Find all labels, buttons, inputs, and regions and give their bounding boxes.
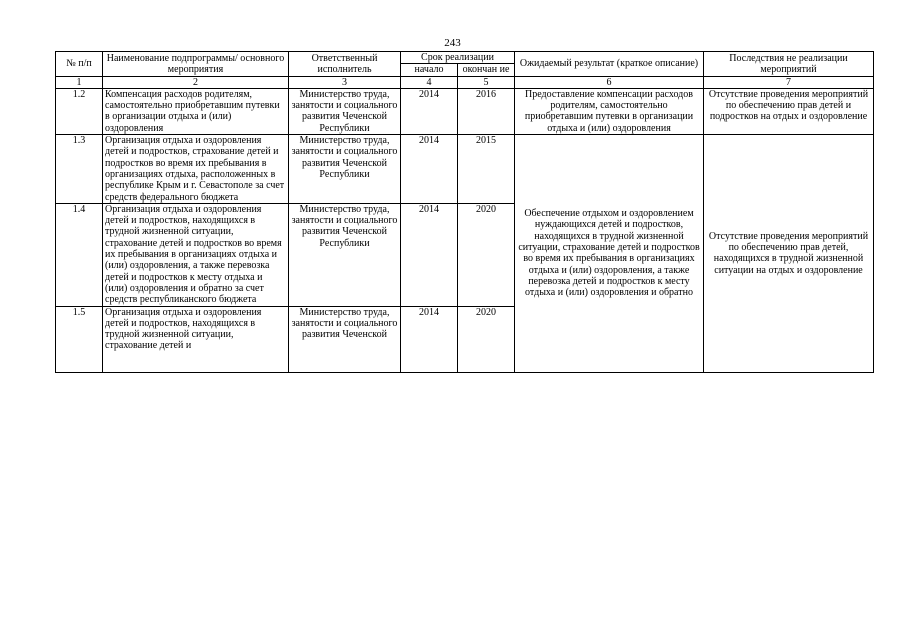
row-end: 2015 bbox=[458, 135, 515, 204]
header-num: № п/п bbox=[56, 52, 103, 77]
column-number: 3 bbox=[289, 76, 401, 88]
header-executor: Ответственный исполнитель bbox=[289, 52, 401, 77]
header-name: Наименование подпрограммы/ основного мероприятия bbox=[103, 52, 289, 77]
row-num: 1.4 bbox=[56, 203, 103, 306]
row-name: Организация отдыха и оздоровления детей и подростков, страхование детей и подростков во время их пребывания в организациях отдыха, расположенных в республике Крым и г. Севастополе за счет средств федерального бюджета bbox=[103, 135, 289, 204]
row-executor: Министерство труда, занятости и социального развития Чеченской bbox=[289, 306, 401, 372]
column-number-row bbox=[56, 76, 874, 88]
header-period: Срок реализации bbox=[401, 52, 515, 64]
row-result: Предоставление компенсации расходов родителям, самостоятельно приобретавшим путевки в организации отдыха и (или) оздоровления bbox=[515, 88, 704, 134]
row-executor: Министерство труда, занятости и социального развития Чеченской Республики bbox=[289, 135, 401, 204]
header-start: начало bbox=[401, 64, 458, 76]
row-start: 2014 bbox=[401, 135, 458, 204]
row-start: 2014 bbox=[401, 88, 458, 134]
merged-result: Обеспечение отдыхом и оздоровлением нуждающихся детей и подростков, находящихся в трудной жизненной ситуации, страхование детей и подростков во время их пребывания в организациях отдыха и (или) оздоровления, а также перевозка детей и подростков к месту отдыха и (или) оздоровления и обратно bbox=[515, 135, 704, 372]
row-executor: Министерство труда, занятости и социального развития Чеченской Республики bbox=[289, 88, 401, 134]
column-number: 5 bbox=[458, 76, 515, 88]
row-end: 2016 bbox=[458, 88, 515, 134]
row-end: 2020 bbox=[458, 203, 515, 306]
row-num: 1.5 bbox=[56, 306, 103, 372]
table-row bbox=[56, 88, 874, 134]
column-number: 7 bbox=[704, 76, 874, 88]
header-consequences: Последствия не реализации мероприятий bbox=[704, 52, 874, 77]
column-number: 1 bbox=[56, 76, 103, 88]
row-start: 2014 bbox=[401, 203, 458, 306]
row-name: Организация отдыха и оздоровления детей и подростков, находящихся в трудной жизненной ситуации, страхование детей и bbox=[103, 306, 289, 372]
page-number: 243 bbox=[444, 37, 461, 49]
column-number: 2 bbox=[103, 76, 289, 88]
column-number: 6 bbox=[515, 76, 704, 88]
row-start: 2014 bbox=[401, 306, 458, 372]
table-row bbox=[56, 135, 874, 204]
row-consequences: Отсутствие проведения мероприятий по обеспечению прав детей и подростков на отдых и оздоровление bbox=[704, 88, 874, 134]
program-table bbox=[55, 51, 874, 373]
row-num: 1.2 bbox=[56, 88, 103, 134]
row-name: Компенсация расходов родителям, самостоятельно приобретавшим путевки в организации отдыха и (или) оздоровления bbox=[103, 88, 289, 134]
column-number: 4 bbox=[401, 76, 458, 88]
row-name: Организация отдыха и оздоровления детей и подростков, находящихся в трудной жизненной ситуации, страхование детей и подростков во время их пребывания в организациях отдыха и (или) оздоровления, а также перевозка детей и подростков к месту отдыха и (или) оздоровления и обратно за счет средств республиканского бюджета bbox=[103, 203, 289, 306]
header-result: Ожидаемый результат (краткое описание) bbox=[515, 52, 704, 77]
merged-consequences: Отсутствие проведения мероприятий по обеспечению прав детей, находящихся в трудной жизненной ситуации на отдых и оздоровление bbox=[704, 135, 874, 372]
row-end: 2020 bbox=[458, 306, 515, 372]
row-num: 1.3 bbox=[56, 135, 103, 204]
header-end: окончан ие bbox=[458, 64, 515, 76]
header-row bbox=[56, 52, 874, 64]
row-executor: Министерство труда, занятости и социального развития Чеченской Республики bbox=[289, 203, 401, 306]
